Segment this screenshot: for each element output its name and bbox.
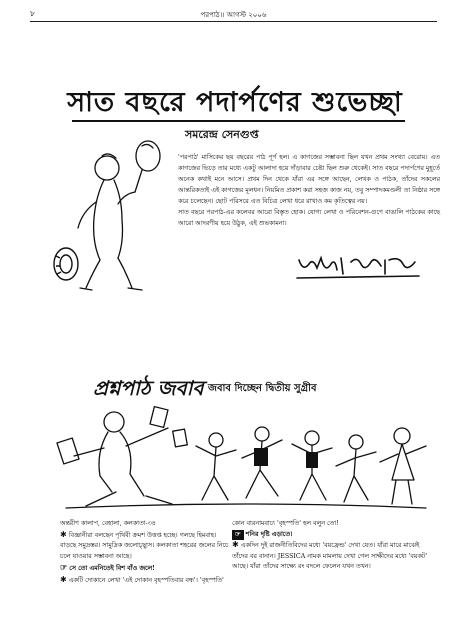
- mirror-figure-illustration: [52, 138, 176, 298]
- qa-section-subtitle: জবাব দিচ্ছেন দ্বিতীয় সুগ্রীব: [208, 383, 317, 394]
- pointer-icon: ☞: [60, 562, 68, 572]
- headline-underline: [72, 120, 405, 122]
- qa-column-left: [60, 519, 230, 586]
- page-header: [30, 8, 437, 22]
- author-signature: [295, 252, 425, 282]
- crowd-cartoon-illustration: [56, 400, 436, 512]
- reader-question: ✱ একদিন দুই রাজনীতিবিদের মধ্যে 'বয়ফ্রেন্ড' দেখা যেত। যাঁরা মারে মাঝেই তাঁদের বর বানান। JESSICA নামক মামলায় দেখা গেল সাক্ষীদের মধ্যে 'বয়কট' আছে। যাঁরা তাঁদের সাক্ষ্যে রং বদলে ফেলেন যখন তখন।: [232, 540, 428, 570]
- answer: ☞ শনির দৃষ্টি এড়াতে।: [232, 530, 436, 541]
- article-body: [178, 152, 440, 229]
- article-paragraph: 'পরপাঠ' মাসিকের ছয় বছরের পাঠ পূর্ণ হল। এ কাগজের সম্ভাবনা ছিল যখন প্রথম সংখ্যা বেরোয়। এত কাগজের ভিড়ে তার মধ্যে একটু আলাদা হয়ে দাঁড়াবার চেষ্টা ছিল শুরু থেকেই। সাত বছরে পদার্পণের মুহূর্তে অনেক কথাই মনে আসে। প্রথম দিন থেকে যাঁরা এর সঙ্গে আছেন, লেখক ও পাঠক, তাঁদের সকলের আন্তরিকতাই এই কাগজের মূলধন। নিয়মিত প্রকাশ করা সহজ কাজ নয়, তবু সম্পাদকমণ্ডলী তা নিষ্ঠার সঙ্গে করে চলেছেন। ছোট পরিসরে এত বিচিত্র লেখা ধরে রাখাও কম কৃতিত্বের নয়।: [178, 154, 440, 205]
- header-rule: [30, 21, 437, 22]
- page-number: ৮: [30, 9, 36, 18]
- qa-section-title: প্রশ্নপাঠ জবাব: [93, 376, 204, 400]
- asterisk-icon: ✱: [60, 574, 67, 584]
- reader-question: ✱ বিজ্ঞানীরা বলছেন পৃথিবী ক্রমশ উত্তপ্ত হচ্ছে। গলছে হিমবাহ। বাড়ছে সমুদ্রস্তর। সামুদ্রিক জলোচ্ছ্বাস। কলকাতা শহরের জলের নিচে চলে যাওয়ার সম্ভাবনা আছে।: [60, 529, 229, 560]
- article-headline: সাত বছরে পদার্পণের শুভেচ্ছা: [67, 87, 403, 118]
- pointer-icon: ☞: [232, 530, 244, 541]
- reader-question-continued: কোন বারনামবাচ্য 'বৃহস্পতি' হল বলুন তো!: [232, 520, 339, 527]
- reader-question: ✱ একটি দোকানে লেখা 'এই দোকান বৃহস্পতিবার বন্ধ'। 'বৃহস্পতি': [60, 574, 224, 584]
- running-title: পরপাঠ।। আগস্ট ২০০৬: [200, 11, 267, 19]
- qa-column-right: [232, 519, 436, 573]
- asterisk-icon: ✱: [60, 529, 67, 539]
- answer: ☞ সে তো এমনিতেই বিশ বাঁও জলে!: [60, 562, 155, 572]
- reader-address: অন্তরীণ কালাপ, বেহালা, কলকাতা-৩৪: [60, 520, 156, 527]
- article-paragraph: সাত বছরে পরপাঠ-এর কলেবর আরো বিস্তৃত হোক। যোগ্য লেখা ও পরিবেশন-গুণে বাঙালি পাঠকের কাছে আরো আদরণীয় হয়ে উঠুক, এই শুভকামনা।: [178, 209, 440, 227]
- asterisk-icon: ✱: [232, 540, 239, 549]
- article-byline: সমরেন্দ্র সেনগুপ্ত: [185, 128, 259, 141]
